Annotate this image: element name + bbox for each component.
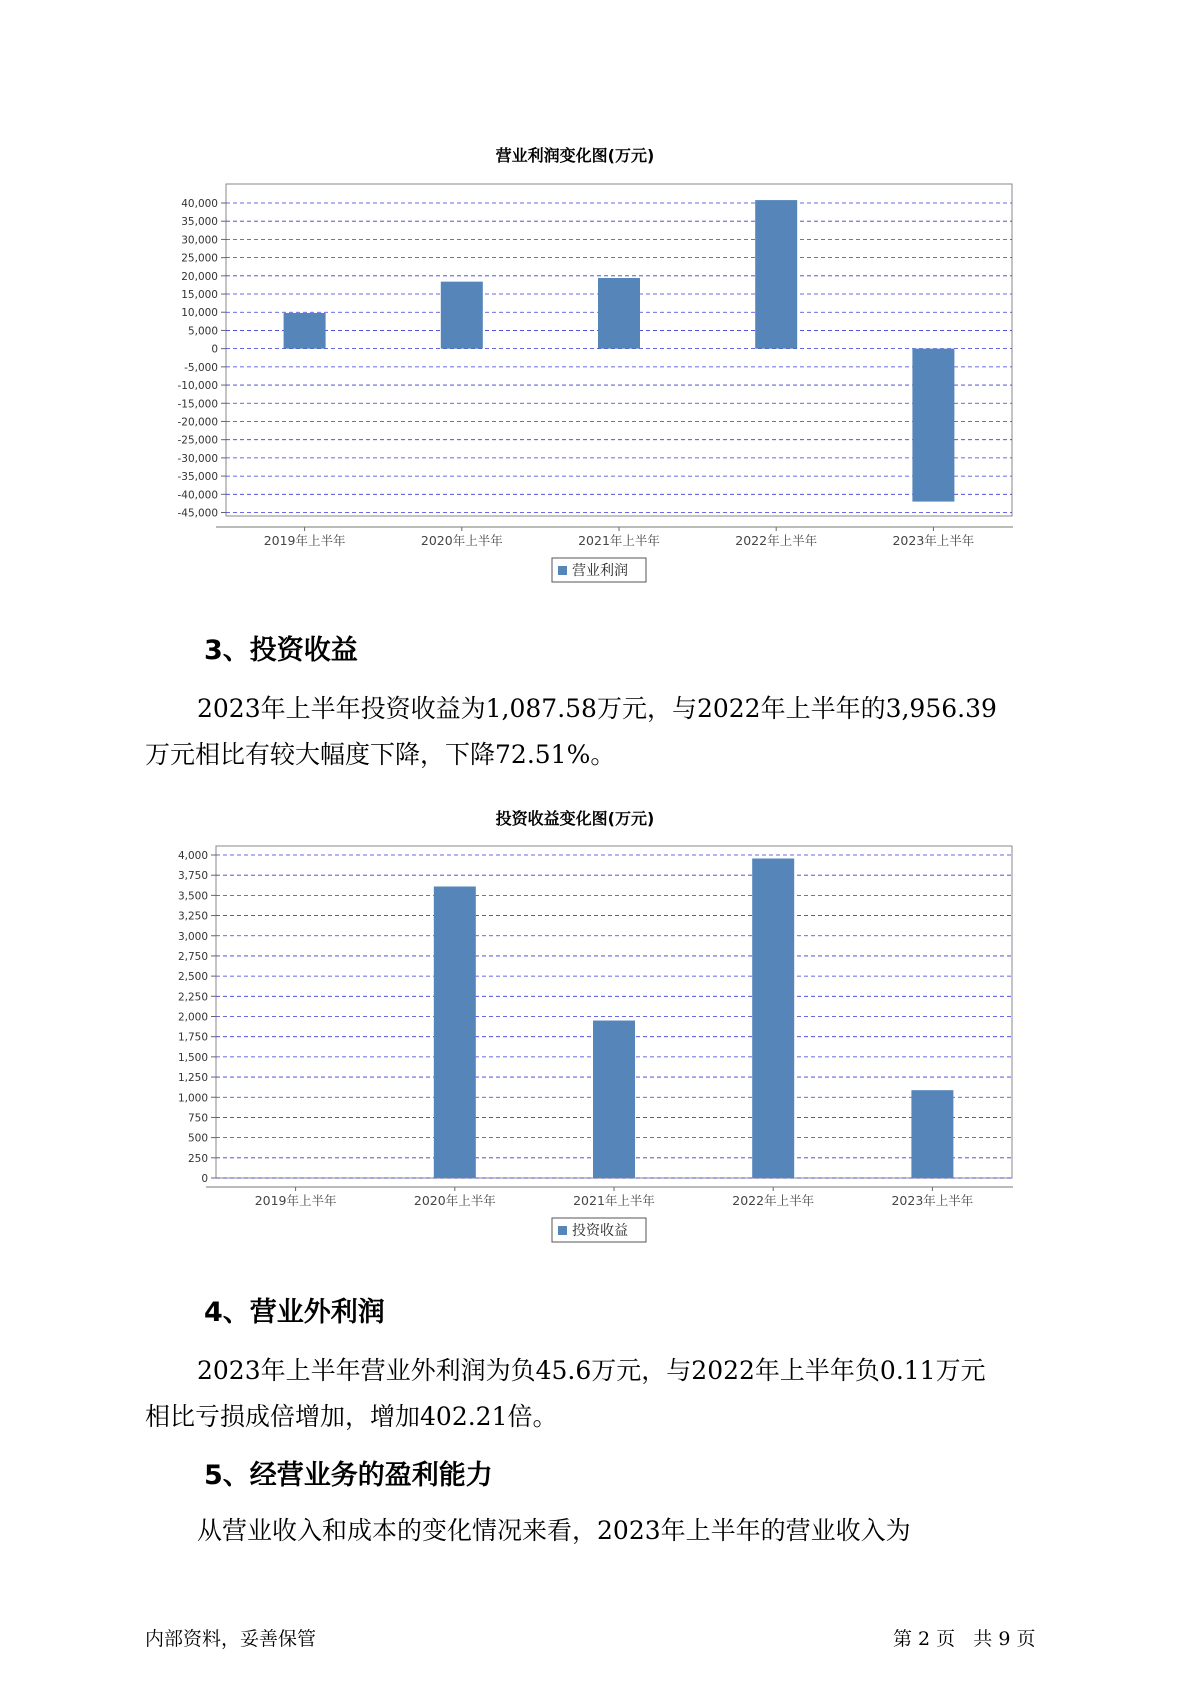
section-heading-non-operating-profit: 4、营业外利润 <box>204 1297 385 1328</box>
y-tick-label: 2,000 <box>177 1011 208 1024</box>
legend-label: 营业利润 <box>572 563 628 579</box>
y-tick-label: 30,000 <box>181 234 218 247</box>
y-tick-label: 10,000 <box>181 307 218 320</box>
bar <box>912 349 954 502</box>
y-tick-label: 750 <box>187 1112 208 1125</box>
bar <box>593 1021 635 1178</box>
section-heading-investment-income: 3、投资收益 <box>204 635 358 666</box>
paragraph-line: 从营业收入和成本的变化情况来看，2023年上半年的营业收入为 <box>197 1516 911 1545</box>
y-tick-label: 5,000 <box>187 325 218 338</box>
y-tick-label: 40,000 <box>181 198 218 210</box>
footer-page-number: 第 2 页 共 9 页 <box>893 1628 1036 1650</box>
x-tick-label: 2019年上半年 <box>254 1193 337 1208</box>
y-tick-label: -10,000 <box>177 380 218 393</box>
y-tick-label: 3,000 <box>177 930 208 943</box>
bar <box>434 886 476 1178</box>
paragraph-profitability <box>145 1508 1045 1554</box>
bar <box>911 1090 953 1178</box>
legend <box>552 1218 646 1242</box>
paragraph-non-operating-profit <box>145 1348 1045 1440</box>
x-tick-label: 2020年上半年 <box>420 533 503 548</box>
y-tick-label: 1,500 <box>177 1051 208 1064</box>
bar <box>752 859 794 1178</box>
y-tick-label: 2,750 <box>177 950 208 963</box>
y-tick-label: 4,000 <box>177 850 208 862</box>
chart-title-investment-income: 投资收益变化图(万元) <box>495 809 655 828</box>
paragraph-line: 相比亏损成倍增加，增加402.21倍。 <box>145 1402 558 1431</box>
x-tick-label: 2022年上半年 <box>732 1193 815 1208</box>
legend-label: 投资收益 <box>572 1223 628 1239</box>
y-tick-label: -35,000 <box>177 471 218 484</box>
y-tick-label: -5,000 <box>184 361 218 374</box>
x-tick-label: 2020年上半年 <box>413 1193 496 1208</box>
paragraph-line: 2023年上半年营业外利润为负45.6万元，与2022年上半年负0.11万元 <box>197 1356 986 1385</box>
y-tick-label: 1,250 <box>177 1072 208 1085</box>
operating-profit-chart <box>0 160 1191 590</box>
bar <box>755 200 797 349</box>
y-tick-label: 25,000 <box>181 252 218 265</box>
legend-swatch <box>558 1226 567 1235</box>
y-tick-label: 20,000 <box>181 270 218 283</box>
investment-income-chart <box>0 830 1191 1250</box>
x-tick-label: 2021年上半年 <box>573 1193 655 1208</box>
y-tick-label: 3,750 <box>177 870 208 883</box>
x-tick-label: 2021年上半年 <box>578 533 660 548</box>
y-tick-label: -15,000 <box>177 398 218 411</box>
legend <box>552 558 646 582</box>
legend-swatch <box>558 566 567 575</box>
section-heading-profitability: 5、经营业务的盈利能力 <box>204 1460 493 1491</box>
paragraph-line: 2023年上半年投资收益为1,087.58万元，与2022年上半年的3,956.39 <box>197 694 997 723</box>
chart-title-operating-profit: 营业利润变化图(万元) <box>495 146 655 165</box>
y-tick-label: 2,500 <box>177 971 208 984</box>
y-tick-label: 0 <box>201 1173 208 1185</box>
y-tick-label: 3,250 <box>177 910 208 923</box>
y-tick-label: 35,000 <box>181 216 218 229</box>
y-tick-label: 0 <box>211 343 218 356</box>
x-tick-label: 2019年上半年 <box>263 533 346 548</box>
y-tick-label: 250 <box>187 1152 208 1165</box>
paragraph-line: 万元相比有较大幅度下降，下降72.51%。 <box>145 740 616 769</box>
y-tick-label: -20,000 <box>177 416 218 429</box>
y-tick-label: -40,000 <box>177 489 218 502</box>
x-tick-label: 2022年上半年 <box>735 533 818 548</box>
y-tick-label: -30,000 <box>177 452 218 465</box>
paragraph-investment-income <box>145 686 1045 778</box>
y-tick-label: 3,500 <box>177 890 208 903</box>
plot-area <box>226 184 1012 516</box>
y-tick-label: 1,750 <box>177 1031 208 1044</box>
bar <box>284 313 326 349</box>
y-tick-label: 1,000 <box>177 1092 208 1105</box>
bar <box>441 282 483 349</box>
y-tick-label: 2,250 <box>177 991 208 1004</box>
x-tick-label: 2023年上半年 <box>891 1193 974 1208</box>
y-tick-label: 500 <box>187 1132 208 1145</box>
bar <box>598 278 640 349</box>
y-tick-label: 15,000 <box>181 289 218 302</box>
y-tick-label: -25,000 <box>177 434 218 447</box>
footer-confidential-note: 内部资料，妥善保管 <box>145 1628 317 1650</box>
y-tick-label: -45,000 <box>177 507 218 520</box>
x-tick-label: 2023年上半年 <box>892 533 975 548</box>
